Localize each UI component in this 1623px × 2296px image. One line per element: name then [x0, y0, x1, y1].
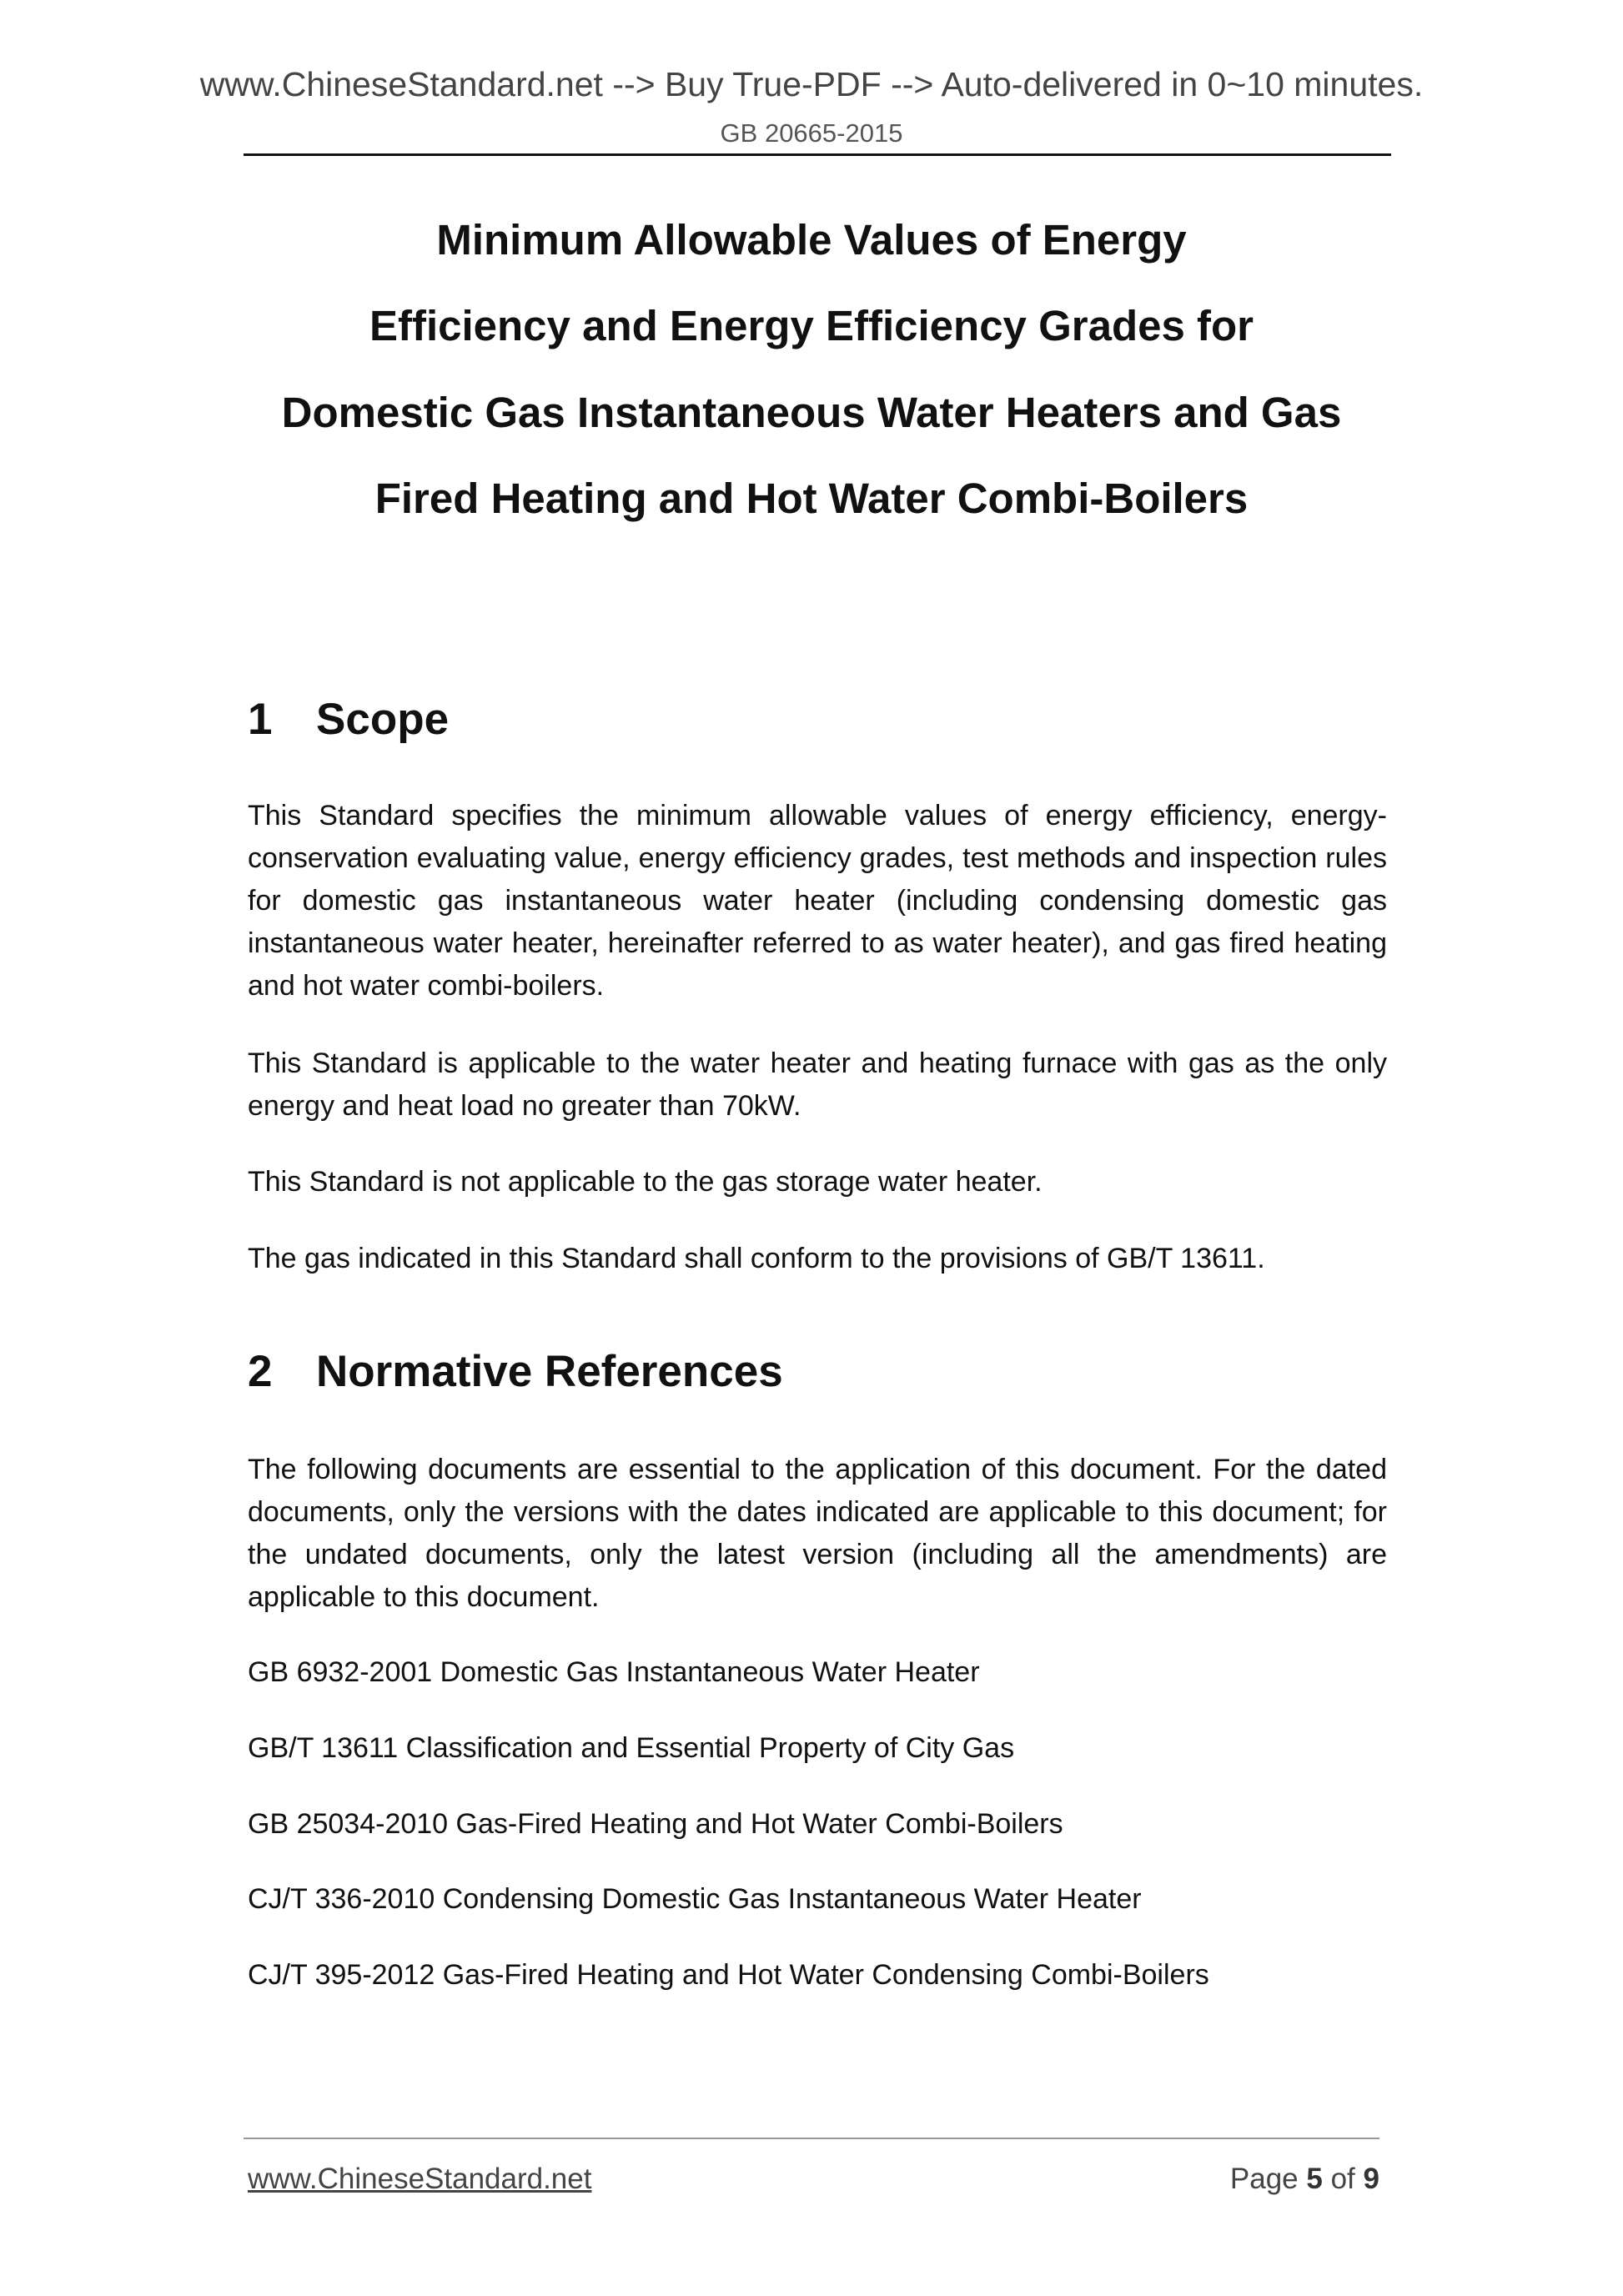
- page-indicator: [1230, 2163, 1379, 2196]
- header-banner: www.ChineseStandard.net --> Buy True-PDF --> Auto-delivered in 0~10 minutes.: [199, 65, 1424, 103]
- total-pages: 9: [1363, 2163, 1379, 2195]
- document-code: GB 20665-2015: [720, 118, 903, 148]
- header-divider: [244, 153, 1391, 156]
- title-line: Minimum Allowable Values of Energy: [436, 216, 1187, 264]
- paragraph: This Standard is not applicable to the gas storage water heater.: [248, 1166, 1043, 1198]
- footer-divider: [244, 2138, 1379, 2139]
- section-heading-scope: [248, 694, 449, 745]
- section-title: Normative References: [316, 1347, 783, 1396]
- title-line: Domestic Gas Instantaneous Water Heaters and Gas: [281, 389, 1342, 436]
- section-number: 1: [248, 695, 273, 744]
- current-page: 5: [1306, 2163, 1323, 2195]
- reference-item: GB/T 13611 Classification and Essential Property of City Gas: [248, 1732, 1015, 1764]
- title-line: Fired Heating and Hot Water Combi-Boilers: [374, 475, 1249, 522]
- page-of-label: of: [1330, 2163, 1355, 2195]
- reference-item: GB 6932-2001 Domestic Gas Instantaneous Water Heater: [248, 1656, 980, 1688]
- paragraph: The gas indicated in this Standard shall conform to the provisions of GB/T 13611.: [248, 1243, 1265, 1274]
- reference-item: CJ/T 336-2010 Condensing Domestic Gas Instantaneous Water Heater: [248, 1883, 1142, 1915]
- page-label: Page: [1229, 2163, 1299, 2195]
- section-number: 2: [248, 1347, 273, 1396]
- footer-website-link[interactable]: www.ChineseStandard.net: [248, 2163, 592, 2195]
- paragraph: The following documents are essential to the application of this document. For the dated documents, only the versions with the dates indicated are applicable to this document; for the undated documents, only the latest version (including all the amendments) are applicable to this document.: [248, 1454, 1387, 1613]
- section-heading-normative-references: [248, 1346, 783, 1397]
- reference-item: GB 25034-2010 Gas-Fired Heating and Hot Water Combi-Boilers: [248, 1808, 1063, 1840]
- title-line: Efficiency and Energy Efficiency Grades for: [369, 302, 1254, 349]
- section-title: Scope: [316, 695, 450, 744]
- paragraph: This Standard specifies the minimum allowable values of energy efficiency, energy-conservation evaluating value, energy efficiency grades, test methods and inspection rules for domestic gas instantaneous water heater (including condensing domestic gas instantaneous water heater, hereinafter referred to as water heater), and gas fired heating and hot water combi-boilers.: [248, 800, 1387, 1002]
- paragraph: This Standard is applicable to the water heater and heating furnace with gas as the only energy and heat load no greater than 70kW.: [248, 1048, 1387, 1122]
- reference-item: CJ/T 395-2012 Gas-Fired Heating and Hot Water Condensing Combi-Boilers: [248, 1959, 1209, 1991]
